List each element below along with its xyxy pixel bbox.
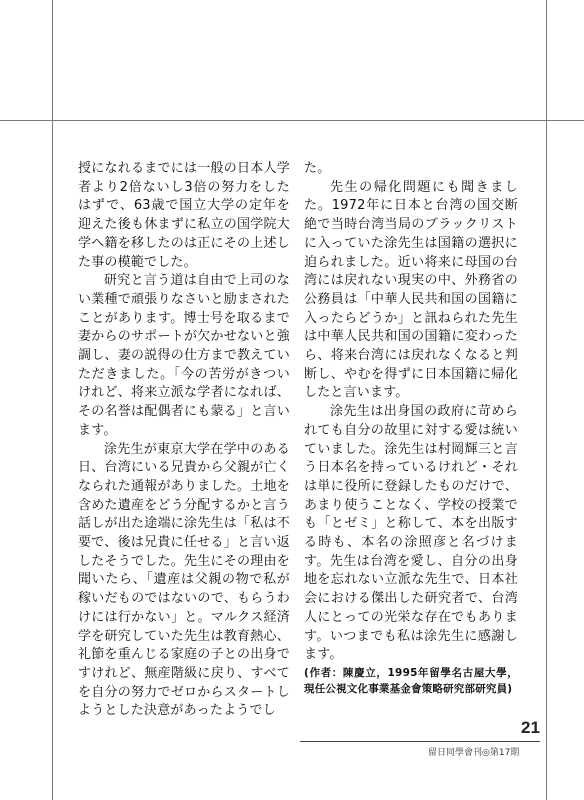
author-note: (作者：陳慶立，1995年留學名古屋大學，現任公視文化事業基金會策略研究部研究員) (304, 666, 518, 695)
paragraph: 涂先生は出身国の政府に苛められても自分の故里に対する愛は統いていました。涂先生は村岡輝三と言う日本名を持っているけれど・それは単に役所に登録したものだけで、あまり使うことなく、学校の授業でも「とゼミ」と称して、本を出版する時も、本名の涂照彦と名づけます。先生は台湾を愛し、自分の出身地を忘れない立派な先生で、日本社会における傑出した研究者で、台湾人にとっての光栄な存在でもあります。いつまでも私は涂先生に感謝します。 (304, 404, 518, 663)
footer-publication: 留日同學會刊◎第17期 (428, 748, 520, 758)
article-right-column (304, 160, 518, 697)
paragraph: 研究と言う道は自由で上司のない業種で頑張りなさいと励まされたことがあります。博士号を取るまで妻からのサポートが欠かせないと強調し、妻の説得の仕方まで教えていただきました。「今の苦労がきついけれど、将来立派な学者になれば、その名誉は配偶者にも蒙る」と言います。 (78, 273, 290, 438)
footer-rule (300, 741, 540, 742)
article-left-column (78, 160, 290, 721)
page-number: 21 (521, 718, 540, 737)
crop-line-left (52, 0, 53, 800)
paragraph: 涂先生が東京大学在学中のある日、台湾にいる兄貴から父親が亡くなられた通報がありました。土地を含めた遺産をどう分配するかと言う話しが出た途端に涂先生は「私は不要で、後は兄貴に任せる」と言い返したそうでした。先生にその理由を聞いたら、「遺産は父親の物で私が稼いだものではないので、もらうわけには行かない」と。マルクス経済学を研究していた先生は教育熱心、礼節を重んじる家庭の子との出身ですけれど、無産階級に戻り、すべてを自分の努力でゼロからスタートしようとした決意があったようでし (78, 441, 290, 719)
paragraph: 授になれるまでには一般の日本人学者より2倍ないし3倍の努力をしたはずで、63歳で国立大学の定年を迎えた後も休まずに私立の国学院大学へ籍を移したのは正にその上述した事の模範でした。 (78, 161, 290, 270)
paragraph: 先生の帰化問題にも聞きました。1972年に日本と台湾の国交断絶で当時台湾当局のブラックリストに入っていた涂先生は国籍の選択に迫られました。近い将来に母国の台湾には戻れない現実の中、外務省の公務員は「中華人民共和国の国籍に入ったらどうか」と訊ねられた先生は中華人民共和国の国籍に変わったら、将来台湾には戻れなくなると判断し、やむを得ずに日本国籍に帰化したと言います。 (304, 179, 518, 401)
paragraph: た。 (304, 161, 331, 176)
crop-line-top (0, 120, 584, 121)
crop-line-right (546, 0, 547, 800)
